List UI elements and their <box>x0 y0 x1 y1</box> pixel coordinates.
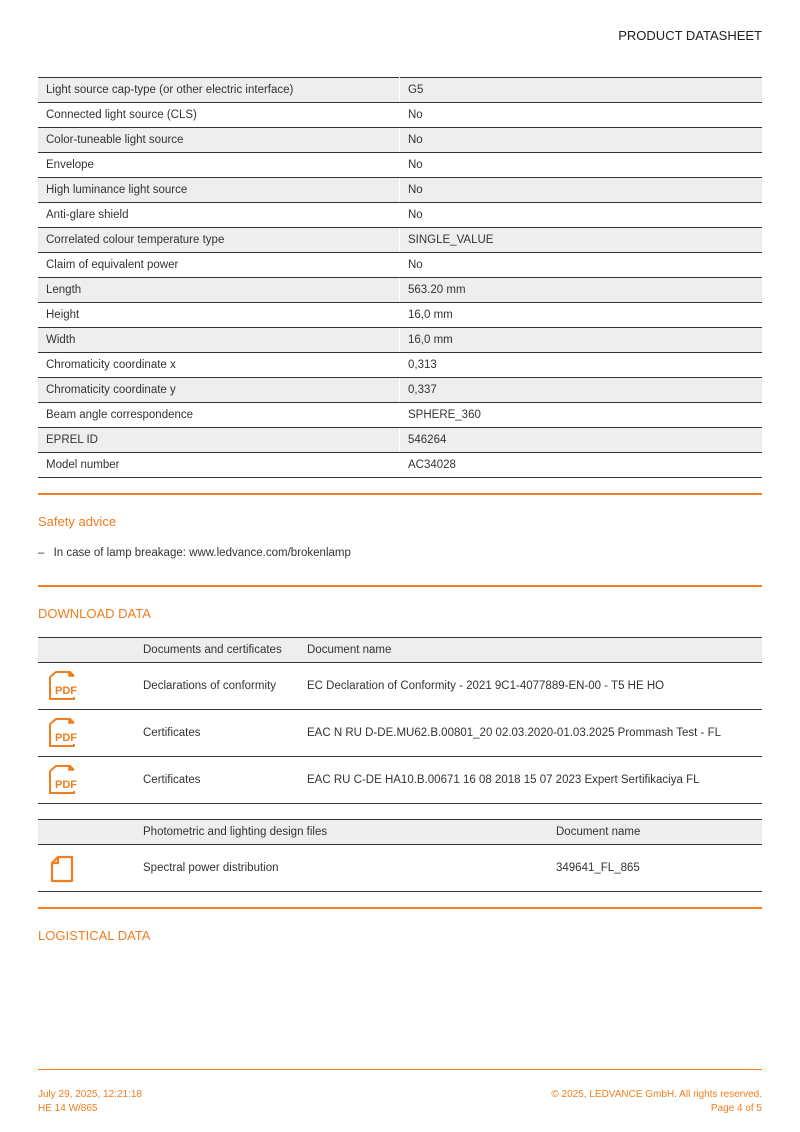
spec-label: Chromaticity coordinate y <box>38 378 400 403</box>
spec-label: Beam angle correspondence <box>38 403 400 428</box>
file-type: Spectral power distribution <box>143 862 279 874</box>
spec-row <box>38 103 762 128</box>
footer-left <box>38 1088 142 1116</box>
spec-label: Length <box>38 278 400 303</box>
logistical-title: LOGISTICAL DATA <box>38 928 151 943</box>
spec-label: Correlated colour temperature type <box>38 228 400 253</box>
specs-table <box>38 77 762 478</box>
column-header-document-name: Document name <box>556 826 641 838</box>
section-divider <box>38 493 762 495</box>
photometric-table <box>38 819 762 892</box>
spec-label: Width <box>38 328 400 353</box>
spec-value: G5 <box>400 78 763 103</box>
spec-label: High luminance light source <box>38 178 400 203</box>
spec-value: 16,0 mm <box>400 328 763 353</box>
document-row[interactable] <box>38 757 762 804</box>
spec-label: Model number <box>38 453 400 478</box>
spec-row <box>38 403 762 428</box>
spec-label: EPREL ID <box>38 428 400 453</box>
safety-advice-text: In case of lamp breakage: <box>53 547 186 559</box>
spec-row <box>38 228 762 253</box>
spec-row <box>38 253 762 278</box>
pdf-icon[interactable] <box>48 765 80 795</box>
spec-label: Connected light source (CLS) <box>38 103 400 128</box>
spec-value: No <box>400 128 763 153</box>
spec-value: No <box>400 153 763 178</box>
spec-value: No <box>400 178 763 203</box>
section-divider <box>38 907 762 909</box>
safety-title: Safety advice <box>38 514 117 529</box>
pdf-icon[interactable] <box>48 671 80 701</box>
column-header-documents: Documents and certificates <box>143 644 282 656</box>
spec-row <box>38 353 762 378</box>
spec-value: 0,337 <box>400 378 763 403</box>
spec-value: No <box>400 203 763 228</box>
spec-label: Envelope <box>38 153 400 178</box>
spec-value: SPHERE_360 <box>400 403 763 428</box>
spec-row <box>38 303 762 328</box>
spec-row <box>38 453 762 478</box>
spec-row <box>38 153 762 178</box>
documents-table <box>38 637 762 804</box>
file-name[interactable]: 349641_FL_865 <box>556 862 640 874</box>
spec-row <box>38 178 762 203</box>
svg-text:PDF: PDF <box>55 732 77 744</box>
list-dash: – <box>38 547 45 559</box>
spec-label: Color-tuneable light source <box>38 128 400 153</box>
spec-value: SINGLE_VALUE <box>400 228 763 253</box>
spec-row <box>38 278 762 303</box>
spec-row <box>38 78 762 103</box>
spec-value: 563.20 mm <box>400 278 763 303</box>
spec-value: 16,0 mm <box>400 303 763 328</box>
footer-datetime: July 29, 2025, 12:21:18 <box>38 1089 142 1100</box>
spec-row <box>38 328 762 353</box>
spec-value: 0,313 <box>400 353 763 378</box>
column-header-document-name: Document name <box>307 644 392 656</box>
document-type: Certificates <box>143 727 201 739</box>
spec-value: 546264 <box>400 428 763 453</box>
spec-row <box>38 428 762 453</box>
spec-value: AC34028 <box>400 453 763 478</box>
footer-right <box>551 1088 762 1116</box>
safety-advice-item <box>38 547 351 559</box>
document-name[interactable]: EAC RU C-DE HA10.B.00671 16 08 2018 15 07 2023 Expert Sertifikaciya FL <box>307 774 700 786</box>
file-icon[interactable] <box>50 855 76 883</box>
photometric-row[interactable] <box>38 845 762 892</box>
spec-row <box>38 128 762 153</box>
section-divider <box>38 585 762 587</box>
spec-value: No <box>400 253 763 278</box>
footer-divider <box>38 1069 762 1070</box>
document-row[interactable] <box>38 710 762 757</box>
broken-lamp-link[interactable]: www.ledvance.com/brokenlamp <box>189 547 351 559</box>
document-name[interactable]: EAC N RU D-DE.MU62.B.00801_20 02.03.2020-01.03.2025 Prommash Test - FL <box>307 727 721 739</box>
document-row[interactable] <box>38 663 762 710</box>
svg-text:PDF: PDF <box>55 779 77 791</box>
photometric-table-header <box>38 819 762 845</box>
spec-label: Height <box>38 303 400 328</box>
spec-label: Chromaticity coordinate x <box>38 353 400 378</box>
svg-text:PDF: PDF <box>55 685 77 697</box>
download-title: DOWNLOAD DATA <box>38 606 151 621</box>
documents-table-header <box>38 637 762 663</box>
spec-row <box>38 378 762 403</box>
page-title: PRODUCT DATASHEET <box>618 28 762 43</box>
spec-label: Light source cap-type (or other electric interface) <box>38 78 400 103</box>
spec-label: Claim of equivalent power <box>38 253 400 278</box>
footer-copyright: © 2025, LEDVANCE GmbH. All rights reserved. <box>551 1089 762 1100</box>
column-header-photometric: Photometric and lighting design files <box>143 826 328 838</box>
footer-page-number: Page 4 of 5 <box>710 1103 762 1114</box>
document-name[interactable]: EC Declaration of Conformity - 2021 9C1-4077889-EN-00 - T5 HE HO <box>307 680 665 692</box>
document-type: Declarations of conformity <box>143 680 276 692</box>
spec-row <box>38 203 762 228</box>
spec-value: No <box>400 103 763 128</box>
pdf-icon[interactable] <box>48 718 80 748</box>
footer-product: HE 14 W/865 <box>38 1103 98 1114</box>
spec-label: Anti-glare shield <box>38 203 400 228</box>
document-type: Certificates <box>143 774 201 786</box>
